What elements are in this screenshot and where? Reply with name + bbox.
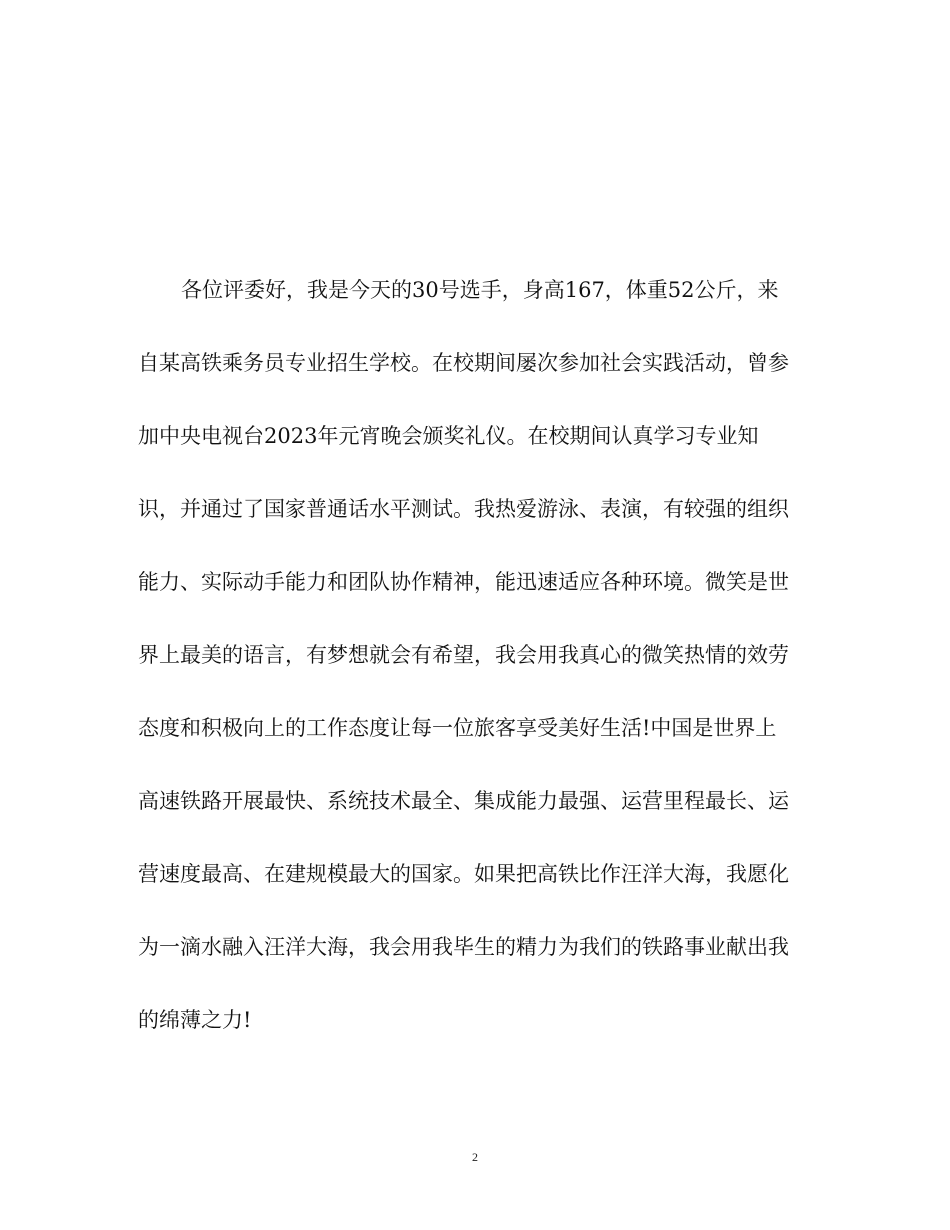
paragraph-line-11: 的绵薄之力!: [138, 1008, 252, 1032]
paragraph-line-6: 界上最美的语言，有梦想就会有希望，我会用我真心的微笑热情的效劳: [138, 643, 789, 667]
paragraph-line-4: 识，并通过了国家普通话水平测试。我热爱游泳、表演，有较强的组织: [138, 497, 789, 521]
paragraph-line-5: 能力、实际动手能力和团队协作精神，能迅速适应各种环境。微笑是世: [138, 570, 789, 594]
paragraph-line-3: 加中央电视台2023年元宵晚会颁奖礼仪。在校期间认真学习专业知: [138, 424, 759, 448]
paragraph-line-8: 高速铁路开展最快、系统技术最全、集成能力最强、运营里程最长、运: [138, 789, 789, 813]
paragraph-line-7: 态度和积极向上的工作态度让每一位旅客享受美好生活!中国是世界上: [138, 716, 777, 740]
paragraph-line-2: 自某高铁乘务员专业招生学校。在校期间屡次参加社会实践活动，曾参: [138, 351, 789, 375]
page-number: 2: [472, 1150, 478, 1164]
paragraph-line-9: 营速度最高、在建规模最大的国家。如果把高铁比作汪洋大海，我愿化: [138, 862, 789, 886]
paragraph-line-10: 为一滴水融入汪洋大海，我会用我毕生的精力为我们的铁路事业献出我: [138, 935, 789, 959]
paragraph-line-1: 各位评委好，我是今天的30号选手，身高167，体重52公斤，来: [181, 278, 779, 302]
